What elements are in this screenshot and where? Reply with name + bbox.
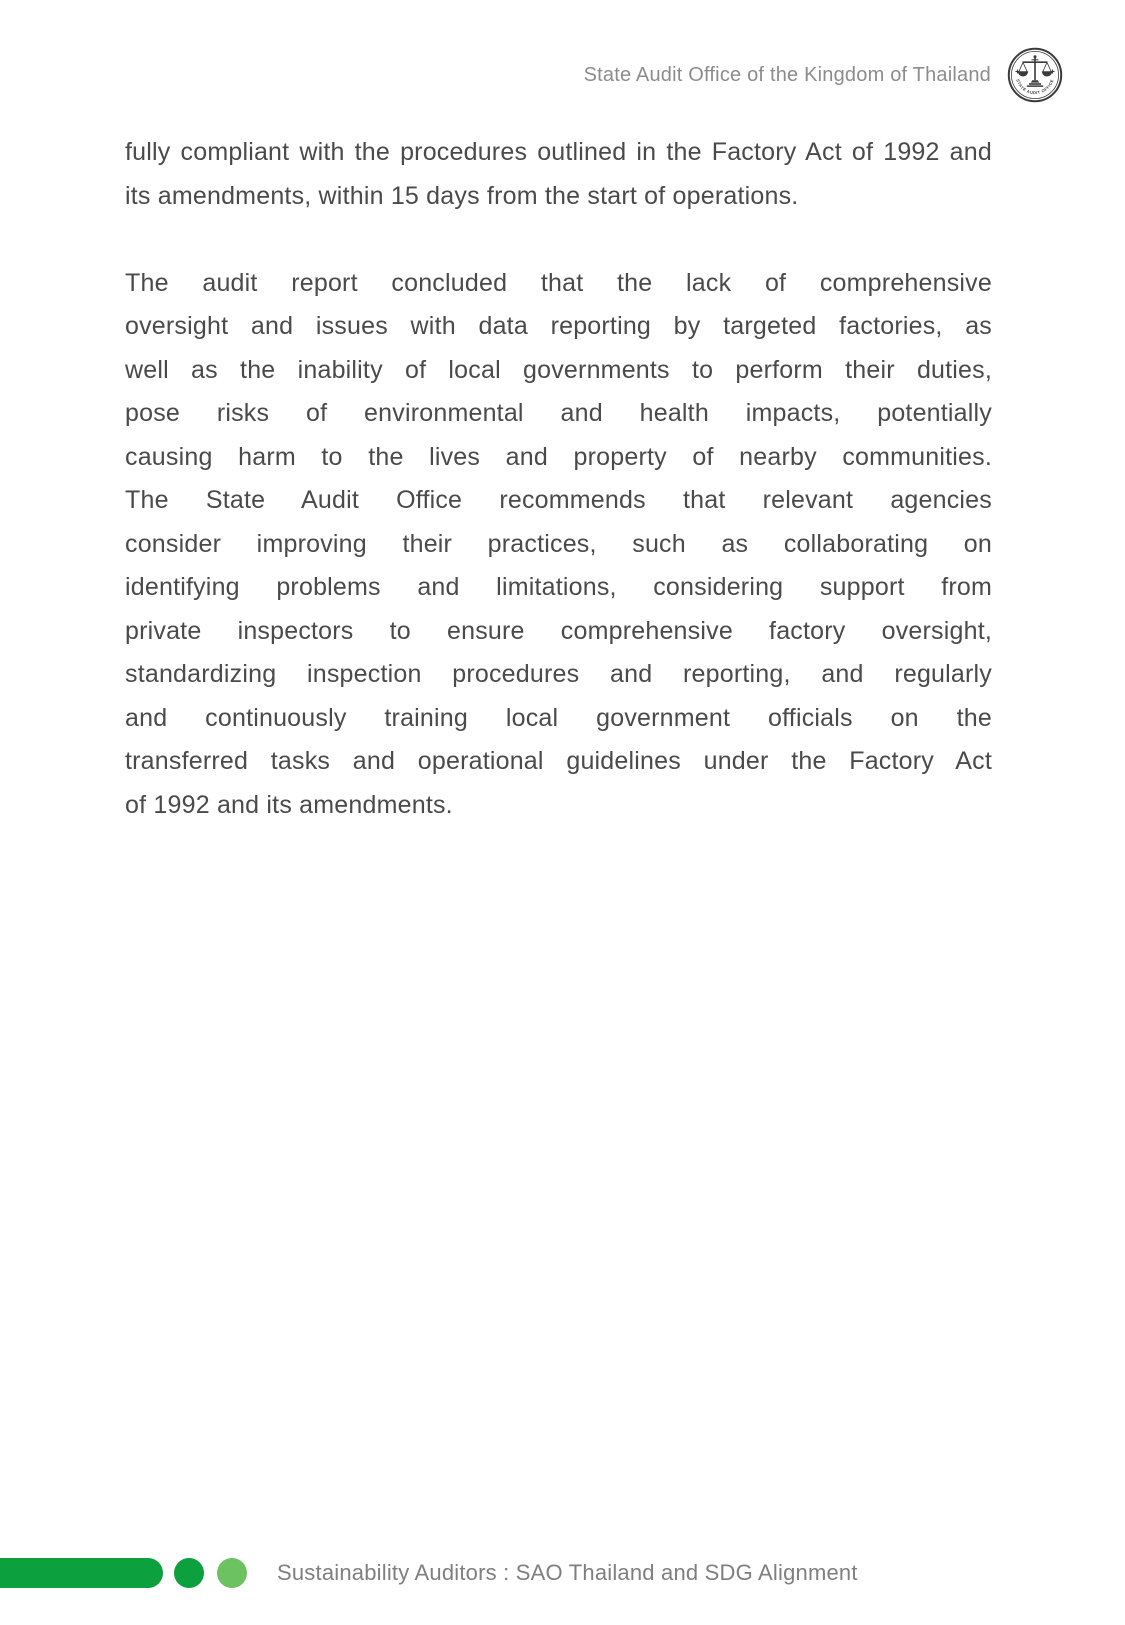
sao-seal-icon	[1007, 47, 1063, 103]
footer-title: Sustainability Auditors : SAO Thailand and SDG Alignment	[277, 1560, 858, 1585]
page-header	[584, 47, 1063, 103]
body-line: fully compliant with the procedures outlined in the Factory Act of 1992 and	[125, 138, 992, 166]
body-text	[125, 131, 992, 827]
seal-ring-text: STATE AUDIT OFFICE	[1015, 78, 1055, 96]
body-line: pose risks of environmental and health impacts, potentially	[125, 399, 992, 427]
body-line: private inspectors to ensure comprehensive factory oversight,	[125, 616, 992, 645]
body-line: identifying problems and limitations, considering support from	[125, 573, 992, 601]
body-line: The State Audit Office recommends that relevant agencies	[125, 486, 992, 514]
body-line: causing harm to the lives and property of nearby communities.	[125, 442, 992, 471]
footer-accent-bar	[0, 1558, 163, 1588]
body-line: The audit report concluded that the lack of comprehensive	[125, 268, 992, 297]
paragraph-1	[125, 131, 992, 218]
paragraph-2	[125, 262, 992, 828]
body-line: oversight and issues with data reporting by targeted factories, as	[125, 312, 992, 340]
body-line: standardizing inspection procedures and reporting, and regularly	[125, 660, 992, 688]
body-line: well as the inability of local governments to perform their duties,	[125, 355, 992, 384]
body-line: consider improving their practices, such as collaborating on	[125, 529, 992, 558]
body-line: its amendments, within 15 days from the start of operations.	[125, 181, 799, 210]
footer-dot-dark-green	[174, 1558, 204, 1588]
footer-dot-light-green	[217, 1558, 247, 1588]
header-title: State Audit Office of the Kingdom of Thailand	[583, 63, 991, 86]
body-line: transferred tasks and operational guidelines under the Factory Act	[125, 747, 992, 775]
body-line: of 1992 and its amendments.	[125, 790, 453, 819]
body-line: and continuously training local government officials on the	[125, 703, 992, 732]
